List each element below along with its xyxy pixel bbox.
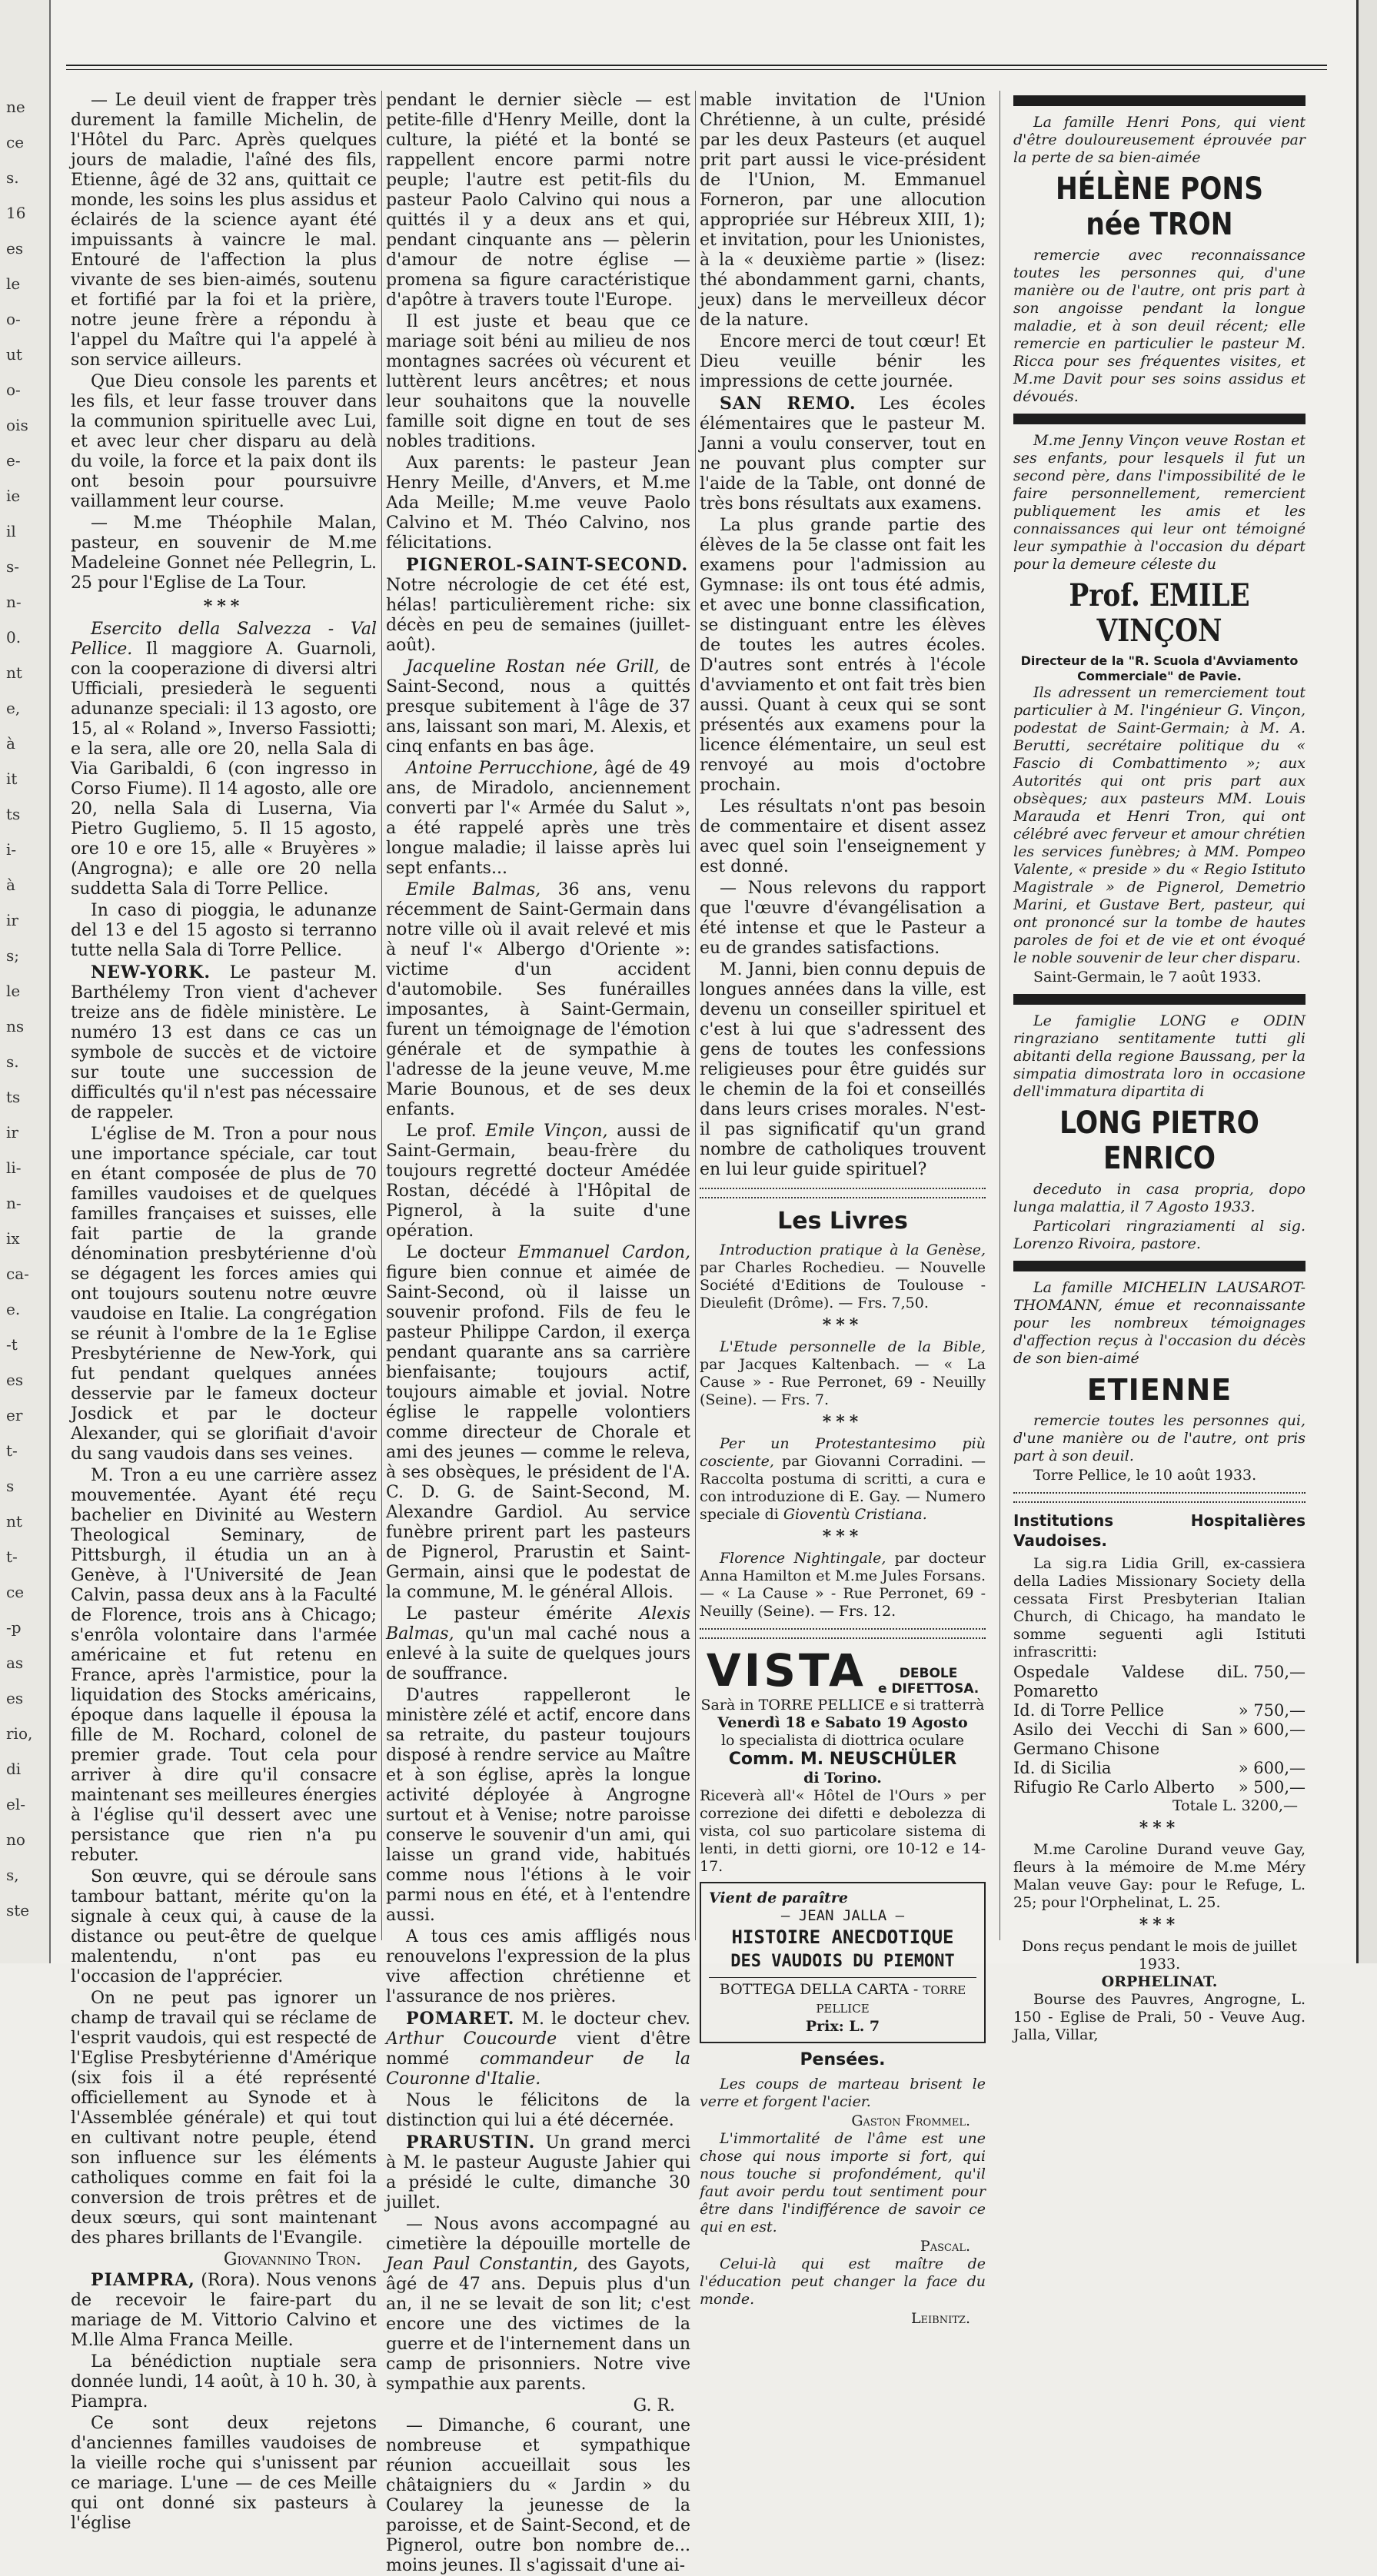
paragraph [386,657,690,757]
institution-name: Rifugio Re Carlo Alberto [1013,1778,1215,1797]
paragraph: Bourse des Pauvres, Angrogne, L. 150 - Eglise de Prali, 50 - Veuve Aug. Jalla, Villar, [1013,1991,1305,2043]
institution-name: Asilo dei Vecchi di San Germano Chisone [1013,1720,1232,1758]
paragraph-text: Le pasteur émérite [406,1604,613,1624]
gutter-fragment: ut [6,345,22,364]
journal-title: Gioventù Cristiana. [783,1506,927,1523]
vista-line: lo specialista di diottrica oculare [720,1732,965,1749]
paragraph [386,2132,690,2213]
gutter-fragment: e- [6,451,21,470]
section-heading-pensees: Pensées. [800,2050,886,2069]
column-1 [71,91,377,2533]
paragraph: M.me Caroline Durand veuve Gay, fleurs à la mémoire de M.me Méry Malan veuve Gay: pour le Refuge, L. 25; pour l'Orphelinat, L. 25. [1013,1841,1305,1911]
notice-text: remercie toutes les personnes qui, d'une manière ou de l'autre, ont pris part à son deuil. [1013,1412,1305,1464]
book-title: L'Etude personnelle de la Bible, [720,1338,986,1355]
gutter-fragment: o- [6,381,21,399]
paragraph [71,620,377,899]
quote: L'immortalité de l'âme est une chose qui nous importe si fort, qui nous touche si profondément, qu'il faut avoir perdu tout sentiment pour être dans l'indifférence de savoir ce qui en est. [700,2130,986,2235]
book-title: Introduction pratique à la Genèse, [720,1241,986,1258]
column-divider [999,91,1000,1940]
column-3 [700,91,986,2327]
gutter-fragment: ste [6,1901,30,1920]
book-details: par Jacques Kaltenbach. — « La Cause » - Rue Perronet, 69 - Neuilly (Seine). — Frs. 7. [700,1356,986,1408]
paragraph: Aux parents: le pasteur Jean Henry Meille, d'Anvers, et M.me Ada Meille; M.me veuve Paolo Calvino et M. Théo Calvino, nos félicitations. [386,454,690,553]
book-details: par docteur Anna Hamilton et M.me Jules Forsans. — « La Cause » - Rue Perronet, 69 - Neuilly (Seine). — Frs. 12. [700,1550,986,1620]
vista-subtitle-1: DEBOLE [899,1666,958,1681]
person-name: Jean Paul Constantin, [386,2255,579,2274]
section-heading-livres: Les Livres [777,1208,908,1235]
quote-author: Pascal. [920,2238,970,2255]
paragraph [386,1122,690,1241]
paragraph-text: M. le docteur chev. [521,2009,690,2029]
paragraph: — Nous relevons du rapport que l'œuvre d'évangélisation a été intense et que le Pasteur a eu de grandes satisfactions. [700,879,986,958]
donation-amount: » 600,— [1238,1720,1305,1739]
paragraph: pendant le dernier siècle — est petite-fille d'Henry Meille, dont la culture, la piété et la bonté se rappellent encore parmi notre peuple; l'autre est petit-fils du pasteur Paolo Calvino qui nous a quittés il y a deux ans et qui, pendant cinquante ans — pèlerin d'amour de notre église — promena sa figure caractéristique d'apôtre à travers toute l'Europe. [386,91,690,310]
paragraph: — M.me Théophile Malan, pasteur, en souvenir de M.me Madeleine Gonnet née Pellegrin, L. 25 pour l'Eglise de La Tour. [71,514,377,593]
city-heading: PIGNEROL-SAINT-SECOND. [406,555,689,575]
separator-stars: *** [1139,1915,1180,1935]
separator-stars: *** [203,597,244,617]
gutter-fragment: ir [6,911,18,929]
table-row [1013,1778,1305,1797]
paragraph-text: des Gayots, âgé de 47 ans. Depuis plus d'un an, il ne se levait de son lit; c'est encore une des victimes de la guerre et de l'internement dans un camp de prisonniers. Notre vive sympathie aux parents. [386,2255,691,2394]
notice-date: Saint-Germain, le 7 août 1933. [1033,969,1262,986]
gutter-fragment: rio, [6,1724,33,1743]
gutter-fragment: es [6,239,24,258]
paragraph: La plus grande partie des élèves de la 5e classe ont fait les examens pour l'admission au Gymnase: ils ont tous été admis, et avec une bonne classification, se distinguant entre les élèves de toutes les autres écoles. D'autres sont entrés à l'école d'avviamento et ont fait très bien aussi. Quant à ceux qui se sont présentés aux examens pour la licence élémentaire, un seul est renvoyé au mois d'octobre prochain. [700,516,986,795]
notice-subtitle: Directeur de la "R. Scuola d'Avviamento Commerciale" de Pavie. [1020,653,1299,683]
person-name: Antoine Perrucchione, [406,759,598,778]
gutter-fragment: ts [6,805,21,823]
jalla-advertisement [700,1882,986,2043]
notice-text: Particolari ringraziamenti al sig. Lorenzo Rivoira, pastore. [1013,1218,1305,1252]
quote-author: Leibnitz. [910,2310,970,2327]
gutter-fragment: -t [6,1335,18,1354]
gutter-fragment: ns [6,1017,25,1035]
vista-subtitle-2: e DIFETTOSA. [877,1681,980,1697]
paragraph-text: de Saint-Second, nous a quittés presque subitement à l'âge de 37 ans, laissant son mari, M. Alexis, et cinq enfants en bas âge. [386,657,690,756]
paragraph [71,2270,377,2351]
ornamental-separator [700,1628,986,1639]
signature: G. R. [633,2396,675,2415]
paragraph-text: aussi de Saint-Germain, beau-frère du toujours regretté docteur Amédée Rostan, décédé à l'Hôpital de Pignerol, à la suite d'une opération. [386,1122,690,1241]
paragraph-text: qu'un mal caché nous a enlevé à la suite de quelques jours de souffrance. [386,1624,690,1684]
paragraph [386,2009,690,2089]
gutter-fragment: ie [6,487,21,505]
paragraph: Encore merci de tout cœur! Et Dieu veuille bénir les impressions de cette journée. [700,332,986,391]
gutter-fragment: ce [6,1583,25,1601]
orphelinat-heading: ORPHELINAT. [1101,1973,1218,1990]
gutter-fragment: le [6,982,21,1000]
paragraph: Ce sont deux rejetons d'anciennes familles vaudoises de la vieille roche qui s'unissent par ce mariage. L'une — de ces Meille qui ont donné six pasteurs à l'église [71,2414,377,2533]
paragraph [386,1243,690,1603]
jalla-publisher: BOTTEGA DELLA CARTA - TORRE PELLICE [709,1977,976,2018]
gutter-fragment: le [6,274,21,293]
donations-table [1013,1663,1305,1797]
institution-name: Id. di Torre Pellice [1013,1701,1165,1720]
paragraph-text: Le docteur [406,1243,506,1262]
paragraph-text: (Rora). Nous venons de recevoir le faire-part du mariage de M. Vittorio Calvino et M.lle Alma Franca Meille. [71,2271,377,2350]
notice-intro: La famille Henri Pons, qui vient d'être douloureusement éprouvée par la perte de sa bien-aimée [1013,114,1305,166]
paragraph-title: Esercito della Salvezza - Val Pellice. [71,620,377,659]
vista-text: Riceverà all'« Hôtel de l'Ours » per correzione dei difetti e debolezza di vista, col suo particolare sistema di lenti, in detti giorni, ore 10-12 e 14-17. [700,1787,986,1875]
page-edge [1356,0,1377,1963]
paragraph [71,962,377,1123]
vista-subtitle [878,1666,979,1697]
gutter-fragment: ir [6,1123,18,1142]
notice-text: deceduto in casa propria, dopo lunga malattia, il 7 Agosto 1933. [1013,1181,1305,1215]
gutter-fragment: no [6,1830,25,1849]
paragraph: A tous ces amis affligés nous renouvelons l'expression de la plus vive affection chrétienne et l'assurance de nos prières. [386,1927,690,2006]
person-name: Jacqueline Rostan née Grill, [406,657,660,676]
institution-name: Id. di Sicilia [1013,1759,1112,1777]
paragraph [386,1604,690,1684]
paragraph: — Dimanche, 6 courant, une nombreuse et sympathique réunion accueillait sous les châtaigniers du « Jardin » du Coularey la jeunesse de la paroisse, et de Saint-Second, et de Pignerol, outre bon nombre de... moins jeunes. Il s'agissait d'une ai- [386,2416,690,2575]
paragraph [386,759,690,879]
separator-stars: *** [822,1315,863,1335]
paragraph: M. Tron a eu une carrière assez mouvementée. Ayant été reçu bachelier en Divinité au Western Theological Seminary, de Pittsburgh, il étudia un an à Genève, à l'Université de Jean Calvin, passa deux ans à la Faculté de Florence, trois ans à Chicago; s'enrôla volontaire dans l'armée américaine et fut retenu en France, après l'armistice, pour la liquidation des Stocks américains, époque dans laquelle il épousa la fille de M. Rochard, colonel de premier grade. Tout cela pour arriver à dire qu'il consacre maintenant ses meilleures énergies à l'église qu'il dessert avec une persistance que rien n'a pu rebuter. [71,1466,377,1865]
vista-city: di Torino. [803,1770,882,1787]
gutter-fragment: as [6,1654,24,1672]
column-divider [381,91,382,1940]
column-4 [1013,91,1305,2043]
vista-doctor: Comm. M. NEUSCHÜLER [728,1750,957,1769]
column-2 [386,91,691,2575]
gutter-fragment: er [6,1406,23,1424]
gutter-fragment: à [6,876,15,894]
gutter-fragment: ois [6,416,28,434]
gutter-fragment: s, [6,1866,19,1884]
paragraph: — Le deuil vient de frapper très durement la famille Michelin, de l'Hôtel du Parc. Après quelques jours de maladie, l'aîné des fils, Etienne, âgé de 32 ans, quittait ce monde, les soins les plus assidus et éclairés de la science ayant été impuissants à vaincre le mal. Entouré de l'affection la plus vivante de ses bien-aimés, soutenu et fortifié par la foi et la prière, notre jeune frère a répondu à l'appel du Maître qui l'a appelé à son service ailleurs. [71,91,377,370]
vista-advertisement [700,1644,986,1876]
table-row [1013,1720,1305,1759]
jalla-author: — JEAN JALLA — [780,1907,905,1924]
paragraph-text: Le prof. [406,1122,477,1141]
book-details: par Charles Rochedieu. — Nouvelle Société d'Editions de Toulouse - Dieulefit (Drôme). — Frs. 7,50. [700,1259,986,1311]
person-name: Emile Balmas, [406,880,541,899]
gutter-fragment: el- [6,1795,25,1813]
paragraph: Il est juste et beau que ce mariage soit béni au milieu de nos montagnes sacrées où vécurent et luttèrent leurs ancêtres; et nous leur souhaitons que la nouvelle famille soit digne en tout de ses nobles traditions. [386,312,690,451]
gutter-fragment: à [6,734,15,753]
paragraph-text: Le pasteur M. Barthélemy Tron vient d'achever treize ans de fidèle ministère. Le numéro 13 est dans ce cas un symbole de succès et de victoire sur toute une succession de difficultés qu'il n'est pas nécessaire de rappeler. [71,963,377,1122]
jalla-price: Prix: L. 7 [805,2018,880,2035]
gutter-fragment: s [6,1477,15,1495]
paragraph: M. Janni, bien connu depuis de longues années dans la ville, est devenu un conseiller spirituel et c'est à lui que s'adressent des gens de toutes les confessions religieuses pour être guidés sur le chemin de la foi et conseillés dans leurs crises morales. N'est-il pas significatif qu'un grand nombre de catholiques trouvent en lui leur guide spirituel? [700,960,986,1179]
paragraph: Les résultats n'ont pas besoin de commentaire et disent assez avec quel soin l'enseignement y est donné. [700,797,986,876]
paragraph-text: — Nous avons accompagné au cimetière la dépouille mortelle de [386,2215,690,2254]
ornamental-separator [700,1188,986,1198]
gutter-fragment: i- [6,840,17,859]
paragraph-text: Notre nécrologie de cet été est, hélas! particulièrement riche: six décès en peu de semaines (juillet-août). [386,576,690,655]
notice-name: ETIENNE [1086,1373,1232,1407]
donation-amount: » 750,— [1238,1701,1305,1720]
gutter-fragment: s- [6,557,20,576]
ornamental-separator [1013,1492,1305,1503]
donation-amount: » 500,— [1238,1778,1305,1797]
quote-author: Gaston Frommel. [851,2112,970,2129]
paragraph: Nous le félicitons de la distinction qui lui a été décernée. [386,2091,690,2130]
gutter-fragment: s. [6,1052,19,1071]
person-name: Emile Vinçon, [485,1122,608,1141]
gutter-fragment: ne [6,98,25,116]
paragraph: La sig.ra Lidia Grill, ex-cassiera della Ladies Missionary Society della cessata First Presbyterian Italian Church, di Chicago, ha mandato le somme seguenti agli Istituti infrascritti: [1013,1555,1305,1660]
book-entry [700,1241,986,1312]
gutter-fragment: ca- [6,1265,29,1283]
book-title: Per un Protestantesimo più cosciente, [700,1435,986,1470]
donations-heading: Dons reçus pendant le mois de juillet 1933. [1021,1938,1298,1973]
paragraph-text: Un grand merci à M. le pasteur Auguste Jahier qui a présidé le culte, dimanche 30 juillet. [386,2133,690,2212]
table-row [1013,1663,1305,1701]
notice-name: LONG PIETRO ENRICO [1059,1105,1259,1176]
paragraph-text: Les écoles élémentaires que le pasteur M. Janni a voulu conserver, tout en ne pouvant plus compter sur l'aide de la Table, ont donné de très bons résultats aux examens. [700,394,986,514]
gutter-fragment: s. [6,168,19,187]
gutter-fragment: es [6,1371,24,1389]
gutter-fragment: -p [6,1618,22,1637]
paragraph-text: vient d'être nommé [386,2029,690,2069]
notice-date: Torre Pellice, le 10 août 1933. [1033,1467,1257,1484]
paragraph: Son œuvre, qui se déroule sans tambour battant, mérite qu'on la signale à ceux qui, à cause de la distance ou peut-être de quelque malentendu, n'ont pas eu l'occasion de l'apprécier. [71,1867,377,1986]
column-divider [695,91,696,1940]
city-heading: PIAMPRA, [91,2270,195,2290]
table-row [1013,1759,1305,1778]
gutter-fragment: e, [6,699,21,717]
black-bar [1013,95,1305,106]
city-heading: NEW-YORK. [91,962,211,982]
notice-intro: La famille MICHELIN LAUSAROT-THOMANN, émue et reconnaissante pour les nombreux témoignages d'affection reçus à l'occasion du décès de son bien-aimé [1013,1279,1305,1367]
table-row [1013,1701,1305,1720]
gutter-fragment: ix [6,1229,20,1248]
city-heading: POMARET. [406,2009,515,2029]
gutter-fragment: 16 [6,204,26,222]
gutter-fragment: di [6,1760,22,1778]
notice-name: HÉLÈNE PONS née TRON [1055,171,1263,242]
paragraph-text: Il maggiore A. Guarnoli, con la cooperazione di diversi altri Ufficiali, presiederà le seguenti adunanze speciali: il 13 agosto, ore 15, al « Roland », Inverso Fassiotti; e la sera, alle ore 20, nella Sala di Via Garibaldi, 6 (con ingresso in Corso Fiume). Il 14 agosto, alle ore 20, nella Sala di Luserna, Via Pietro Gugliemo, 5. Il 15 agosto, ore 10 e ore 15, alle « Bruyères » (Angrogna); e alle ore 20 nella suddetta Sala di Torre Pellice. [71,640,377,899]
gutter-fragment: e. [6,1300,21,1318]
paragraph [386,2215,690,2395]
quote: Celui-là qui est maître de l'éducation peut changer la face du monde. [700,2255,986,2308]
city-heading: SAN REMO. [720,394,856,414]
notice-intro: M.me Jenny Vinçon veuve Rostan et ses enfants, pour lesquels il fut un second père, dans l'impossibilité de le faire personnellement, remercient publiquement les amis et les connaissances qui leur ont témoigné leur sympathie à l'occasion du départ pour la demeure céleste du [1013,432,1305,573]
jalla-title-2: DES VAUDOIS DU PIEMONT [730,1952,955,1971]
gutter-fragment: il [6,522,16,540]
person-name: Alexis Balmas, [386,1604,690,1644]
paragraph [386,880,690,1120]
gutter-fragment: ts [6,1088,21,1106]
paragraph-text: figure bien connue et aimée de Saint-Second, où il laisse un souvenir profond. Fils de feu le pasteur Philippe Cardon, il exerça pendant quarante ans sa carrière bienfaisante; toujours actif, toujours aimable et jovial. Notre église le rappelle volontiers comme directeur de Chorale et ami des jeunes — comme le releva, à ses obsèques, le président de l'A. C. D. G. de Saint-Second, M. Alexandre Gardiol. Au service funèbre prirent part les pasteurs de Pignerol, Prarustin et Saint-Germain, ainsi que le podestat de la commune, M. le général Allois. [386,1263,690,1602]
gutter-fragment: t- [6,1547,18,1566]
header-rule [66,65,1327,70]
separator-stars: *** [822,1412,863,1432]
paragraph: D'autres rappelleront le ministère zélé et actif, encore dans sa retraite, du pasteur toujours disposé à rendre service au Maître et à son église, après la longue activité déployée à Angrogne surtout et à Venise; notre paroisse conserve le souvenir d'un ami, qui laisse un grand vide, habitués comme nous l'étions à le voir parmi nous en été, et à l'entendre aussi. [386,1686,690,1925]
donation-amount: » 600,— [1238,1759,1305,1777]
section-heading-institutions: Institutions Hospitalières Vaudoises. [1013,1511,1305,1550]
notice-intro: Le famiglie LONG e ODIN ringraziano sentitamente tutti gli abitanti della regione Baussang, per la simpatia dimostrata loro in occasione dell'immatura dipartita di [1013,1012,1305,1100]
book-entry [700,1550,986,1620]
paragraph-text: âgé de 49 ans, de Miradolo, anciennement converti par l'« Armée du Salut », a été rappelé après une très longue maladie; il laisse après lui sept enfants... [386,759,690,878]
gutter-fragment: it [6,769,18,788]
donation-amount: L. 750,— [1232,1663,1305,1681]
gutter-fragment: ce [6,133,25,151]
notice-text: Ils adressent un remerciement tout particulier à M. l'ingénieur G. Vinçon, podestat de Saint-Germain; à M. A. Berutti, secrétaire politique du « Fascio di Combattimento »; aux Autorités qui ont pris part aux obsèques; aux pasteurs MM. Louis Marauda et Henri Tron, qui ont célébré avec ferveur et amour chrétien les services funèbres; à MM. Pompeo Valente, « preside » du « Regio Istituto Magistrale » de Pignerol, Demetrio Marini, et Gustave Bert, pasteur, qui ont prononcé sur la tombe de hautes paroles de foi et de vie et ont évoqué le noble souvenir de leur cher disparu. [1013,684,1305,966]
person-name: Arthur Coucourde [386,2029,557,2049]
gutter-fragment: 0. [6,628,22,646]
city-heading: PRARUSTIN. [406,2132,536,2152]
paragraph [700,394,986,514]
separator-stars: *** [822,1527,863,1547]
paragraph: mable invitation de l'Union Chrétienne, à un culte, présidé par les deux Pasteurs (et auquel prit part aussi le vice-président de l'Union, M. Emmanuel Forneron, par une allocution appropriée sur Hébreux XIII, 1); et invitation, pour les Unionistes, à la « deuxième partie » (lisez: thé abondamment garni, chants, jeux) dans le merveilleux décor de la nature. [700,91,986,330]
jalla-town: TORRE PELLICE [816,1983,966,2016]
black-bar [1013,414,1305,424]
jalla-title-1: HISTOIRE ANECDOTIQUE [731,1926,954,1948]
jalla-shop: BOTTEGA DELLA CARTA [719,1981,909,1998]
gutter-fragment: li- [6,1158,22,1177]
book-title: Florence Nightingale, [720,1550,886,1567]
vista-line: Sarà in TORRE PELLICE e si tratterrà [700,1697,985,1713]
black-bar [1013,994,1305,1005]
gutter-fragment: n- [6,1194,22,1212]
vista-title: VISTA [706,1644,866,1697]
gutter-fragment: s; [6,946,20,965]
paragraph: L'église de M. Tron a pour nous une importance spéciale, car tout en étant composée de plus de 70 familles vaudoises et de quelques familles françaises et suisses, elle fait partie de la grande dénomination presbytérienne d'où se dégagent les forces amies qui ont toujours soutenu notre œuvre vaudoise en Italie. La congrégation se réunit à l'ombre de la 1e Eglise Presbytérienne de New-York, qui fut pendant quelques années desservie par le fameux docteur Josdick et par le docteur Alexander, qui se glorifiait d'avoir du sang vaudois dans ses veines. [71,1125,377,1464]
honor-title: commandeur de la Couronne d'Italie. [386,2049,690,2089]
gutter-fragment: nt [6,663,22,682]
notice-name: Prof. EMILE VINÇON [1069,577,1250,649]
jalla-tag: Vient de paraître [709,1890,848,1906]
book-entry [700,1435,986,1524]
gutter-fragment: es [6,1689,24,1707]
donations-total: Totale L. 3200,— [1172,1797,1298,1814]
person-name: Emmanuel Cardon, [517,1243,690,1262]
paragraph: On ne peut pas ignorer un champ de travail qui se réclame de l'esprit vaudois, qui est respecté de l'Eglise Presbytérienne d'Amérique (six fois il a été représenté officiellement au Synode et à l'Assemblée générale) et qui tout en cultivant notre peuple, étend son influence sur les éléments catholiques comme en fait foi la conversion de trois prêtres et de deux sœurs, qui sont maintenant des phares brillants de l'Evangile. [71,1989,377,2248]
book-details: par Giovanni Corradini. — Raccolta postuma di scritti, a cura e con introduzione di E. Gay. — Numero speciale di [700,1453,986,1523]
gutter-fragment: n- [6,593,22,611]
paragraph: La bénédiction nuptiale sera donnée lundi, 14 août, à 10 h. 30, à Piampra. [71,2352,377,2411]
quote: Les coups de marteau brisent le verre et forgent l'acier. [700,2076,986,2110]
paragraph [386,555,690,656]
gutter-fragment: nt [6,1512,22,1531]
paragraph: In caso di pioggia, le adunanze del 13 e del 15 agosto si terranno tutte nella Sala di Torre Pellice. [71,901,377,960]
vista-dates: Venerdì 18 e Sabato 19 Agosto [717,1714,968,1731]
separator-stars: *** [1139,1818,1180,1838]
paragraph-text: 36 ans, venu récemment de Saint-Germain dans notre ville où il avait relevé et mis à neuf l'« Albergo d'Oriente »: victime d'un accident d'automobile. Ses funérailles imposantes, à Saint-Germain, furent un témoignage de l'émotion générale et de sympathie à l'adresse de la jeune veuve, M.me Marie Bounous, et de ses deux enfants. [386,880,690,1119]
gutter-fragment: t- [6,1441,18,1460]
black-bar [1013,1261,1305,1271]
paragraph: Que Dieu console les parents et les fils, et leur fasse trouver dans la communion spirituelle avec Lui, et avec leur cher disparu au delà du voile, la force et la paix dont ils ont besoin pour poursuivre vaillamment leur course. [71,372,377,511]
signature: Giovannino Tron. [223,2250,361,2269]
institution-name: Ospedale Valdese di Pomaretto [1013,1663,1232,1700]
book-entry [700,1338,986,1409]
gutter-fragment: o- [6,310,21,328]
previous-page-gutter [0,0,51,1963]
notice-text: remercie avec reconnaissance toutes les personnes qui, d'une manière ou de l'autre, ont pris part à son angoisse pendant la longue maladie, et à son deuil récent; elle remercie en particulier le pasteur M. Ricca pour ses fréquentes visites, et M.me Davit pour ses soins assidus et dévoués. [1013,247,1305,405]
